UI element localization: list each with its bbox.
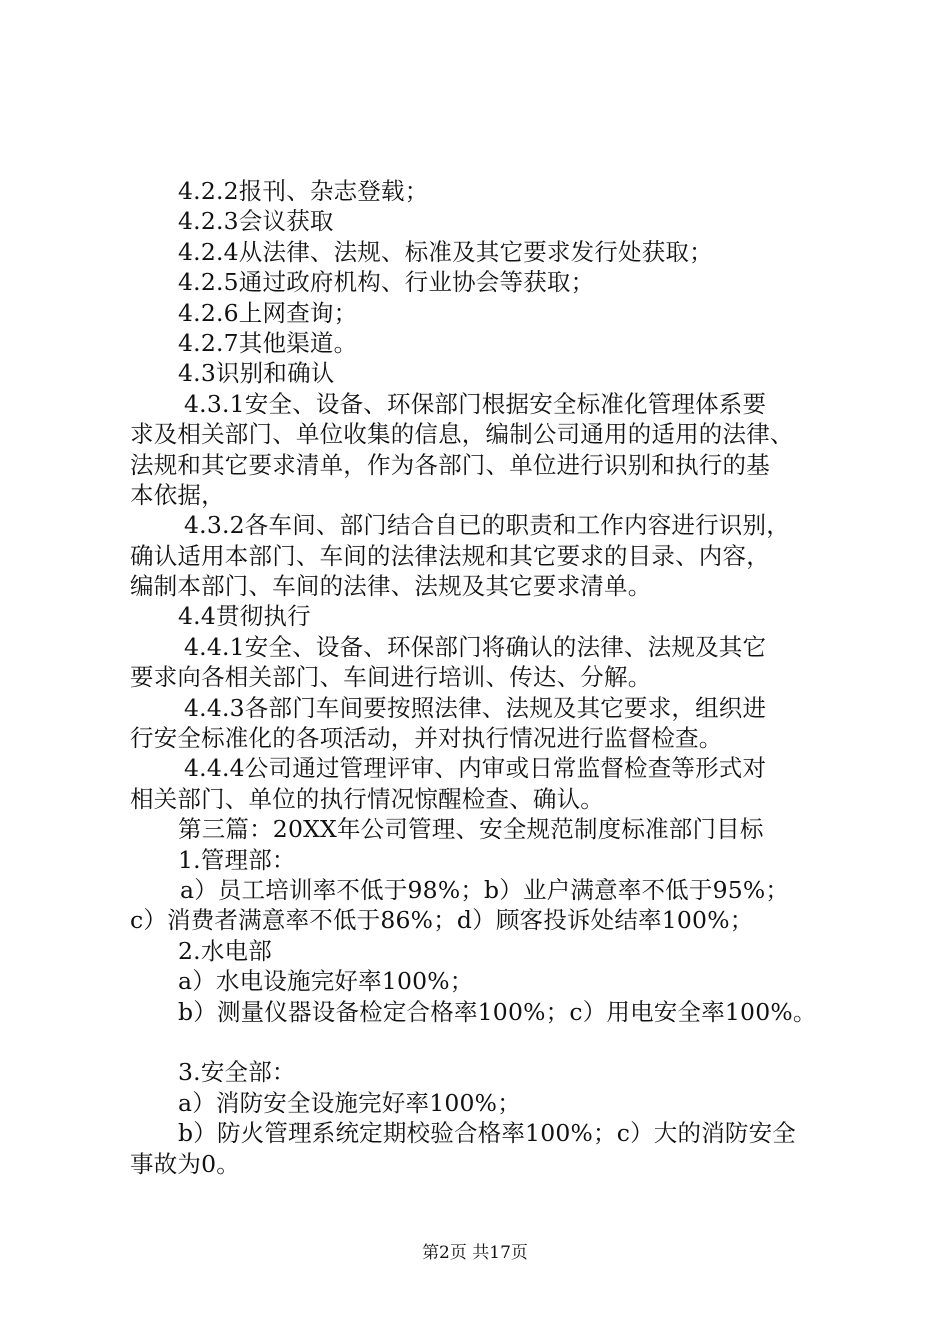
- paragraph-line: 编制本部门、车间的法律、法规及其它要求清单。: [130, 572, 652, 601]
- paragraph-line: 4.3.1安全、设备、环保部门根据安全标准化管理体系要: [184, 389, 767, 418]
- paragraph-line: 4.3.2各车间、部门结合自已的职责和工作内容进行识别，: [184, 511, 790, 540]
- paragraph-line: c）消费者满意率不低于86%；d）顾客投诉处结率100%；: [130, 906, 754, 935]
- paragraph-line: a）水电设施完好率100%；: [178, 967, 474, 996]
- paragraph-line: a）员工培训率不低于98%；b）业户满意率不低于95%；: [180, 875, 790, 904]
- section-heading: 4.4贯彻执行: [178, 602, 311, 631]
- paragraph-line: 4.2.7其他渠道。: [178, 328, 358, 357]
- paragraph-line: 本依据，: [130, 480, 225, 509]
- paragraph-line: 相关部门、单位的执行情况惊醒检查、确认。: [130, 784, 604, 813]
- paragraph-line: 法规和其它要求清单，作为各部门、单位进行识别和执行的基: [130, 450, 770, 479]
- paragraph-line: 4.2.5通过政府机构、行业协会等获取；: [178, 268, 595, 297]
- paragraph-line: 4.2.2报刊、杂志登载；: [178, 177, 429, 205]
- paragraph-line: 行安全标准化的各项活动，并对执行情况进行监督检查。: [130, 724, 723, 753]
- paragraph-line: 要求向各相关部门、车间进行培训、传达、分解。: [130, 663, 652, 692]
- paragraph-line: 4.2.4从法律、法规、标准及其它要求发行处获取；: [178, 237, 713, 266]
- paragraph-line: 4.4.3各部门车间要按照法律、法规及其它要求，组织进: [184, 693, 767, 722]
- section-heading: 4.3识别和确认: [178, 359, 335, 388]
- department-heading: 1.管理部：: [178, 845, 296, 874]
- paragraph-line: 事故为0。: [130, 1149, 240, 1178]
- paragraph-line: a）消防安全设施完好率100%；: [178, 1088, 521, 1117]
- paragraph-line: 4.2.6上网查询；: [178, 298, 358, 327]
- department-heading: 2.水电部: [178, 936, 272, 965]
- paragraph-line: 4.2.3会议获取: [178, 207, 334, 236]
- paragraph-line: b）防火管理系统定期校验合格率100%；c）大的消防安全: [178, 1119, 796, 1148]
- paragraph-line: 4.4.4公司通过管理评审、内审或日常监督检查等形式对: [184, 754, 767, 783]
- blank-line: [130, 1027, 830, 1057]
- paragraph-line: 4.4.1安全、设备、环保部门将确认的法律、法规及其它: [184, 632, 767, 661]
- paragraph-line: 确认适用本部门、车间的法律法规和其它要求的目录、内容，: [130, 541, 770, 570]
- page-number-footer: 第2页 共17页: [422, 1243, 528, 1263]
- chapter-title: 第三篇：20XX年公司管理、安全规范制度标准部门目标: [178, 815, 764, 844]
- paragraph-line: 求及相关部门、单位收集的信息，编制公司通用的适用的法律、: [130, 420, 794, 449]
- paragraph-line: b）测量仪器设备检定合格率100%；c）用电安全率100%。: [178, 997, 817, 1026]
- document-body: [130, 176, 830, 1179]
- department-heading: 3.安全部：: [178, 1058, 296, 1087]
